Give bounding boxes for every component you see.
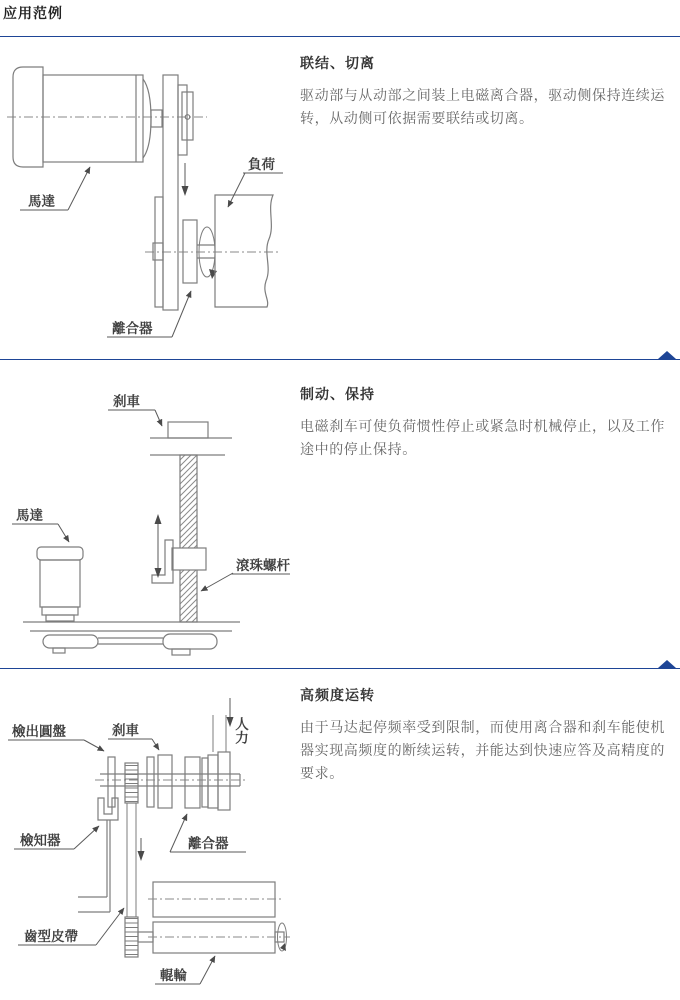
motion-arrow (182, 163, 189, 196)
label-detection-disc (8, 723, 104, 751)
pulley-drawing (218, 752, 230, 810)
rotation-arrow (199, 227, 217, 279)
label-detector (14, 826, 99, 849)
figure-high-frequency (0, 688, 290, 998)
base-and-belt-drawing (23, 622, 240, 655)
figure-brake-holding (0, 382, 290, 660)
figure-clutch-connection (5, 57, 290, 353)
brake-drawing (150, 422, 232, 455)
load-drawing (215, 195, 273, 307)
motor-drawing (37, 547, 83, 621)
clutch-label-text: 離合器 (188, 836, 229, 852)
section-1-body-line: 转，从动侧可依据需要联结或切离。 (300, 111, 534, 127)
section-divider (0, 661, 680, 669)
section-1-heading: 联结、切离 (300, 56, 375, 72)
label-clutch (170, 814, 246, 852)
section-1-text (300, 53, 678, 131)
label-toothed-belt (18, 908, 124, 945)
shaft-components (108, 752, 230, 810)
detector-drawing (78, 798, 118, 912)
human-power-label-text: 人力 (232, 717, 248, 744)
detector-label-text: 檢知器 (20, 833, 61, 849)
clutch-drawing (185, 757, 200, 808)
section-2-body-line: 电磁刹车可使负荷惯性停止或紧急时机械停止，以及工作 (300, 419, 665, 435)
section-2-heading: 制动、保持 (300, 387, 375, 403)
toothed-belt-label-text: 齒型皮帶 (24, 929, 78, 945)
section-divider (0, 352, 680, 360)
motor-label-text: 馬達 (28, 194, 55, 210)
upper-gear-drawing (125, 763, 138, 803)
detection-disc-label-text: 檢出圓盤 (12, 724, 66, 740)
section-3-body-line: 要求。 (300, 766, 344, 782)
toothed-belt-drawing (127, 803, 145, 917)
page-title: 应用范例 (3, 6, 63, 22)
section-3-body-line: 由于马达起停频率受到限制，而使用离合器和刹车能使机 (300, 720, 665, 736)
clutch-label-text: 離合器 (112, 321, 153, 337)
back-to-top-icon[interactable] (658, 660, 676, 668)
ball-screw-label-text: 滾珠螺杆 (236, 558, 290, 574)
label-motor (20, 167, 90, 210)
lower-gear-drawing (125, 917, 138, 957)
label-brake (108, 393, 162, 426)
brake-label-text: 刹車 (113, 394, 140, 410)
label-brake (108, 722, 159, 750)
roller-drawing (125, 882, 284, 957)
section-2-text (300, 384, 678, 462)
load-label-text: 負荷 (248, 157, 275, 173)
section-3-text (300, 685, 678, 786)
back-to-top-icon[interactable] (658, 351, 676, 359)
section-3-body-line: 器实现高频度的断续运转，并能达到快速应答及高精度的 (300, 743, 665, 759)
label-load (228, 156, 283, 207)
label-roller (155, 956, 215, 984)
section-3-heading: 高频度运转 (300, 688, 375, 704)
section-1-body-line: 驱动部与从动部之间装上电磁离合器，驱动侧保持连续运 (300, 88, 665, 104)
brake-label-text: 刹車 (112, 723, 139, 739)
ball-screw-drawing (152, 455, 206, 622)
label-ball-screw (201, 557, 290, 591)
human-power-arrow (213, 698, 234, 752)
label-motor (12, 507, 69, 542)
motor-label-text: 馬達 (16, 508, 43, 524)
section-2-body-line: 途中的停止保持。 (300, 442, 417, 458)
title-rule (0, 36, 680, 37)
roller-label-text: 輥輪 (160, 968, 187, 984)
brake-drawing (158, 755, 172, 808)
up-down-arrow (155, 514, 162, 578)
